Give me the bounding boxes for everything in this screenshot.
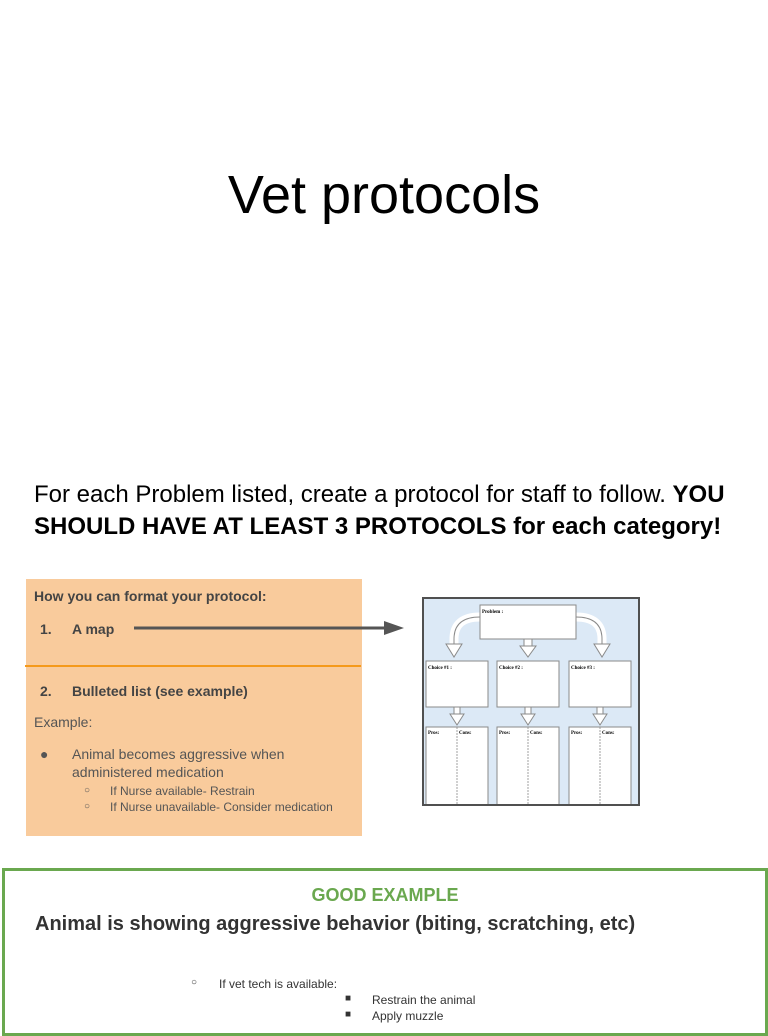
- example-bullet-text: Animal becomes aggressive when administered medication: [72, 746, 285, 780]
- good-example-level1-text: If vet tech is available:: [219, 977, 338, 991]
- format-item-number: 2.: [40, 683, 52, 699]
- map-cons-label: Cons:: [530, 731, 543, 736]
- map-cons-label: Cons:: [459, 731, 472, 736]
- map-choice-label: Choice #2 :: [499, 666, 523, 671]
- bullet-dot-icon: ●: [40, 746, 49, 762]
- map-cons-label: Cons:: [602, 731, 615, 736]
- square-bullet-icon: ■: [345, 993, 352, 1004]
- page-title: Vet protocols: [227, 165, 541, 225]
- map-problem-label: Problem :: [482, 610, 504, 615]
- circle-bullet-icon: ○: [84, 801, 91, 812]
- format-heading: How you can format your protocol:: [34, 588, 267, 604]
- sub-bullet-text: If Nurse unavailable- Consider medication: [110, 800, 333, 814]
- map-pros-label: Pros:: [499, 731, 511, 736]
- format-item-number: 1.: [40, 621, 52, 637]
- format-divider: [25, 665, 361, 667]
- format-item-label: Bulleted list (see example): [72, 683, 248, 699]
- map-pros-label: Pros:: [428, 731, 440, 736]
- instructions-bold: YOU SHOULD HAVE AT LEAST 3 PROTOCOLS for each category!: [34, 481, 725, 540]
- example-label: Example:: [34, 714, 93, 730]
- circle-bullet-icon: ○: [191, 977, 198, 988]
- map-choice-label: Choice #3 :: [571, 666, 595, 671]
- good-example-box: [2, 868, 768, 1036]
- good-example-level2-text: Restrain the animal: [372, 993, 476, 1007]
- instructions-normal: For each Problem listed, create a protocol for staff to follow.: [34, 481, 666, 508]
- map-diagram-svg: [424, 599, 638, 804]
- circle-bullet-icon: ○: [84, 785, 91, 796]
- instructions-text: [34, 479, 734, 543]
- map-choice-label: Choice #1 :: [428, 666, 452, 671]
- map-diagram: [422, 597, 640, 806]
- good-example-heading: GOOD EXAMPLE: [311, 885, 459, 905]
- good-example-level2-text: Apply muzzle: [372, 1009, 444, 1023]
- map-pros-label: Pros:: [571, 731, 583, 736]
- good-example-subtitle: Animal is showing aggressive behavior (biting, scratching, etc): [35, 913, 636, 935]
- square-bullet-icon: ■: [345, 1009, 352, 1020]
- format-item-label: A map: [72, 621, 115, 637]
- sub-bullet-text: If Nurse available- Restrain: [110, 784, 255, 798]
- map-arrow-icon: [130, 618, 410, 638]
